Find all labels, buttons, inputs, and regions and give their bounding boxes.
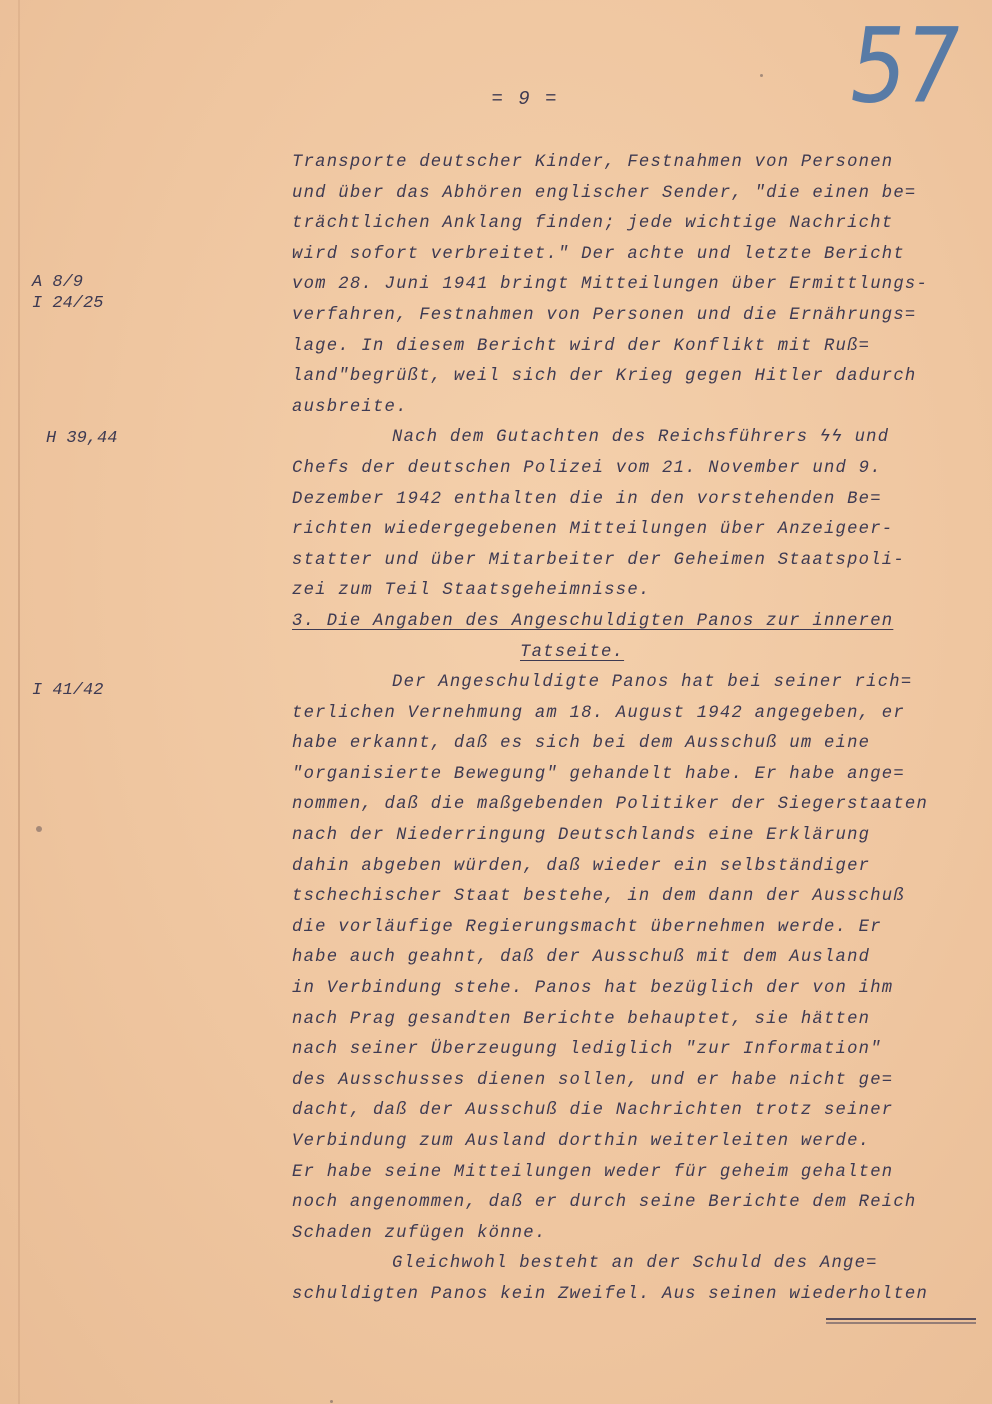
- text-line: Der Angeschuldigte Panos hat bei seiner rich=: [392, 673, 913, 693]
- text-line: ausbreite.: [292, 397, 408, 417]
- margin-reference-2: H 39,44: [46, 429, 118, 448]
- page-fold-shadow: [18, 0, 20, 1404]
- text-line: dahin abgeben würden, daß wieder ein selbständiger: [292, 856, 871, 876]
- text-line: "organisierte Bewegung" gehandelt habe. Er habe ange=: [292, 764, 905, 784]
- text-line: nach Prag gesandten Berichte behauptet, sie hätten: [292, 1009, 871, 1029]
- paper-speck: [36, 826, 42, 832]
- text-line: Er habe seine Mitteilungen weder für geheim gehalten: [292, 1162, 894, 1182]
- text-line: verfahren, Festnahmen von Personen und die Ernährungs=: [292, 305, 917, 325]
- text-line: dacht, daß der Ausschuß die Nachrichten trotz seiner: [292, 1101, 894, 1121]
- text-line: habe auch geahnt, daß der Ausschuß mit dem Ausland: [292, 948, 871, 968]
- continuation-rule-shadow: [826, 1322, 976, 1324]
- text-line: vom 28. Juni 1941 bringt Mitteilungen über Ermittlungs-: [292, 275, 929, 295]
- text-line: richten wiedergegebenen Mitteilungen über Anzeigeer-: [292, 520, 894, 540]
- text-line: trächtlichen Anklang finden; jede wichtige Nachricht: [292, 214, 894, 234]
- text-line: die vorläufige Regierungsmacht übernehmen werde. Er: [292, 917, 882, 937]
- text-line: tschechischer Staat bestehe, in dem dann der Ausschuß: [292, 887, 905, 907]
- text-line: noch angenommen, daß er durch seine Berichte dem Reich: [292, 1193, 917, 1213]
- text-line: Nach dem Gutachten des Reichsführers ϟϟ und: [392, 428, 890, 448]
- handwritten-folio-number: 57: [841, 6, 966, 127]
- text-line: und über das Abhören englischer Sender, "die einen be=: [292, 183, 917, 203]
- paper-speck: [330, 1400, 333, 1403]
- text-line: nach der Niederringung Deutschlands eine Erklärung: [292, 826, 871, 846]
- text-line: Verbindung zum Ausland dorthin weiterleiten werde.: [292, 1132, 871, 1151]
- text-line: zei zum Teil Staatsgeheimnisse.: [292, 581, 651, 601]
- text-line: land"begrüßt, weil sich der Krieg gegen Hitler dadurch: [292, 367, 917, 387]
- text-line: Transporte deutscher Kinder, Festnahmen von Personen: [292, 153, 894, 172]
- text-line: Gleichwohl besteht an der Schuld des Ange=: [392, 1254, 878, 1274]
- text-line: schuldigten Panos kein Zweifel. Aus seinen wiederholten: [292, 1284, 929, 1304]
- continuation-rule: [826, 1318, 976, 1320]
- text-line: wird sofort verbreitet." Der achte und letzte Bericht: [292, 244, 905, 264]
- text-line: nommen, daß die maßgebenden Politiker der Siegerstaaten: [292, 795, 929, 815]
- text-line: Dezember 1942 enthalten die in den vorstehenden Be=: [292, 489, 882, 509]
- section-heading-continued: Tatseite.: [520, 642, 625, 662]
- text-line: Schaden zufügen könne.: [292, 1223, 547, 1243]
- margin-reference-1: A 8/9 I 24/25: [32, 273, 104, 313]
- text-line: terlichen Vernehmung am 18. August 1942 angegeben, er: [292, 703, 905, 723]
- margin-reference-3: I 41/42: [32, 681, 104, 700]
- paper-speck: [760, 74, 763, 77]
- text-line: lage. In diesem Bericht wird der Konflikt mit Ruß=: [292, 336, 871, 356]
- text-line: statter und über Mitarbeiter der Geheimen Staatspoli-: [292, 550, 905, 570]
- text-line: habe erkannt, daß es sich bei dem Ausschuß um eine: [292, 734, 871, 754]
- text-line: Chefs der deutschen Polizei vom 21. November und 9.: [292, 458, 882, 478]
- text-line: in Verbindung stehe. Panos hat bezüglich der von ihm: [292, 979, 894, 999]
- body-text: [292, 148, 982, 1311]
- text-line: nach seiner Überzeugung lediglich "zur Information": [292, 1040, 882, 1060]
- page-number: = 9 =: [491, 88, 559, 110]
- section-heading: 3. Die Angaben des Angeschuldigten Panos zur inneren: [292, 611, 894, 631]
- text-line: des Ausschusses dienen sollen, und er habe nicht ge=: [292, 1070, 894, 1090]
